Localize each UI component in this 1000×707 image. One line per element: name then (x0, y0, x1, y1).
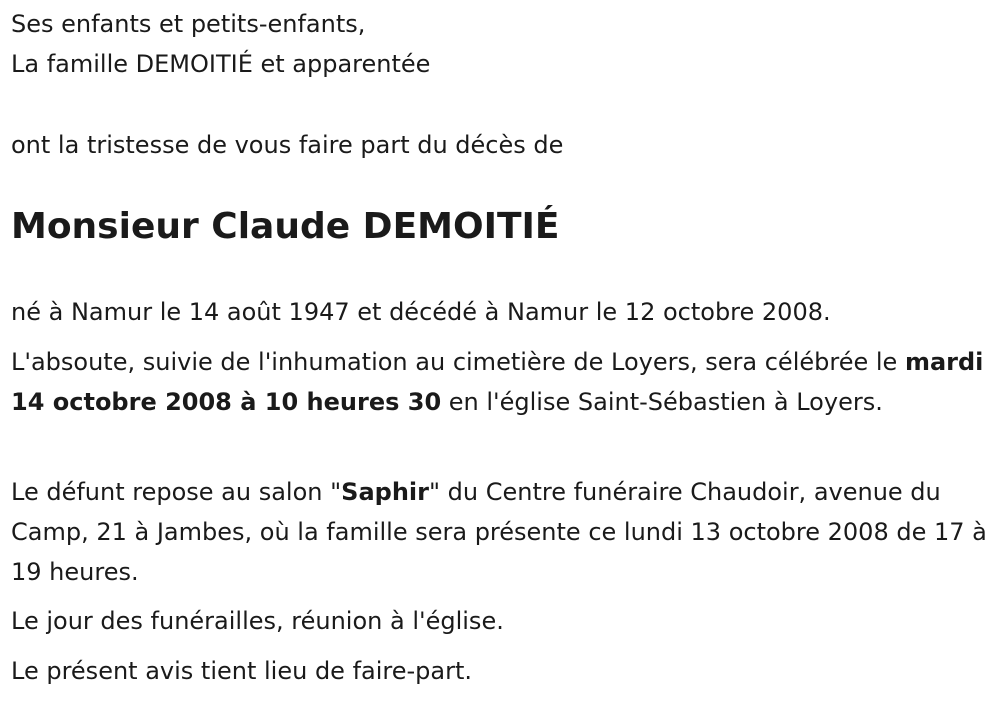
family-line-2: La famille DEMOITIÉ et apparentée (11, 50, 431, 78)
closing-paragraph: Le présent avis tient lieu de faire-part. (11, 657, 473, 685)
absoute-text-after: en l'église Saint-Sébastien à Loyers. (441, 388, 883, 416)
absoute-datetime: mardi 14 octobre 2008 à 10 heures 30 (11, 348, 984, 416)
absoute-text-before: L'absoute, suivie de l'inhumation au cimetière de Loyers, sera célébrée le (11, 348, 905, 376)
absoute-paragraph (11, 342, 991, 422)
repose-text-after: " du Centre funéraire Chaudoir, avenue du Camp, 21 à Jambes, où la famille sera présente ce lundi 13 octobre 2008 de 17 à 19 heures. (11, 478, 987, 586)
announcement-line: ont la tristesse de vous faire part du décès de (11, 131, 564, 159)
deceased-name: Monsieur Claude DEMOITIÉ (11, 206, 560, 247)
repose-paragraph (11, 472, 991, 592)
funeral-day-paragraph: Le jour des funérailles, réunion à l'église. (11, 607, 504, 635)
salon-name: Saphir (341, 478, 429, 506)
repose-text-before: Le défunt repose au salon " (11, 478, 342, 506)
family-line-1: Ses enfants et petits-enfants, (11, 10, 366, 38)
birth-death-paragraph: né à Namur le 14 août 1947 et décédé à Namur le 12 octobre 2008. (11, 298, 831, 326)
